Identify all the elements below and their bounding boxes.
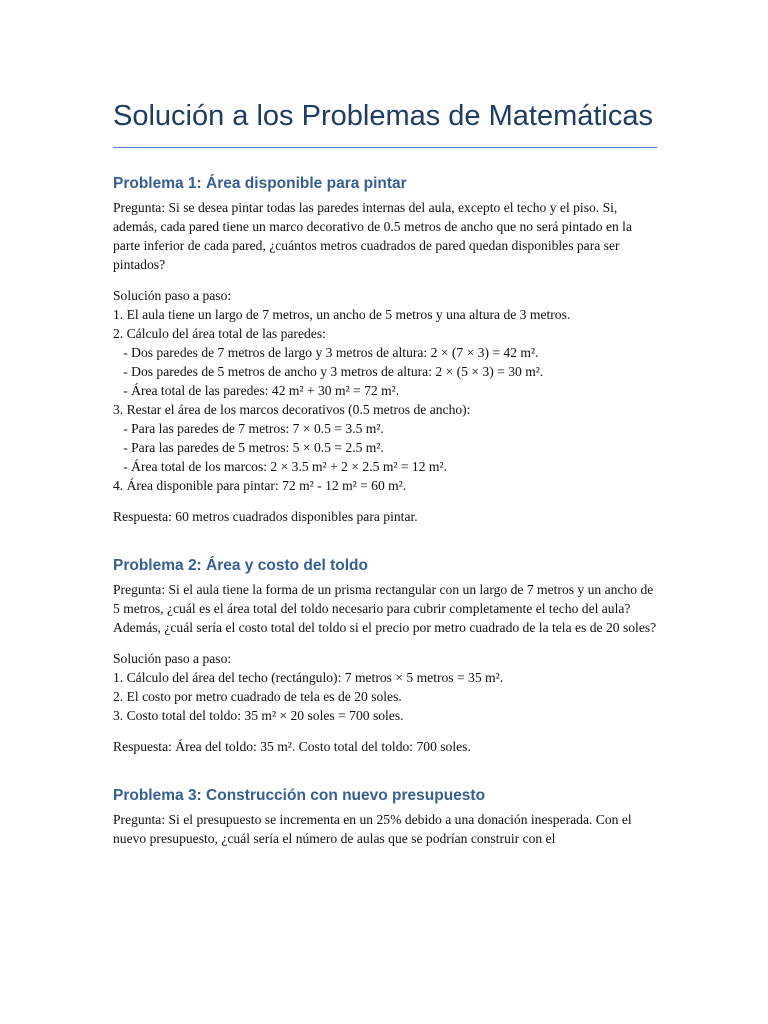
problem-1-solution <box>113 286 657 495</box>
document-page <box>113 96 657 848</box>
solution-line: 3. Costo total del toldo: 35 m² × 20 soles = 700 soles. <box>113 708 404 723</box>
problem-3 <box>113 785 657 848</box>
document-title: Solución a los Problemas de Matemáticas <box>113 96 657 148</box>
solution-line: - Dos paredes de 5 metros de ancho y 3 metros de altura: 2 × (5 × 3) = 30 m². <box>113 364 544 379</box>
solution-line: 2. Cálculo del área total de las paredes: <box>113 326 326 341</box>
problem-2-heading: Problema 2: Área y costo del toldo <box>113 557 368 574</box>
problem-3-question: Pregunta: Si el presupuesto se incrementa en un 25% debido a una donación inesperada. Con el nuevo presupuesto, ¿cuál sería el número de aulas que se podrían construir con el <box>113 812 632 846</box>
problem-2-answer: Respuesta: Área del toldo: 35 m². Costo total del toldo: 700 soles. <box>113 739 471 754</box>
solution-line: 3. Restar el área de los marcos decorativos (0.5 metros de ancho): <box>113 402 471 417</box>
problem-1-heading: Problema 1: Área disponible para pintar <box>113 175 407 192</box>
problem-2 <box>113 555 657 756</box>
solution-line: - Área total de los marcos: 2 × 3.5 m² + 2 × 2.5 m² = 12 m². <box>113 459 447 474</box>
problem-1-answer: Respuesta: 60 metros cuadrados disponibles para pintar. <box>113 509 418 524</box>
solution-line: 4. Área disponible para pintar: 72 m² - 12 m² = 60 m². <box>113 478 407 493</box>
solution-line: - Dos paredes de 7 metros de largo y 3 metros de altura: 2 × (7 × 3) = 42 m². <box>113 345 539 360</box>
solution-line: 1. El aula tiene un largo de 7 metros, un ancho de 5 metros y una altura de 3 metros. <box>113 307 571 322</box>
solution-line: - Para las paredes de 5 metros: 5 × 0.5 = 2.5 m². <box>113 440 384 455</box>
solution-line: Solución paso a paso: <box>113 288 232 303</box>
problem-1-question: Pregunta: Si se desea pintar todas las paredes internas del aula, excepto el techo y el piso. Si, además, cada pared tiene un marco decorativo de 0.5 metros de ancho que no será pintado en la parte inferior de cada pared, ¿cuántos metros cuadrados de pared quedan disponibles para ser pintados? <box>113 200 632 272</box>
problem-3-heading: Problema 3: Construcción con nuevo presupuesto <box>113 787 486 804</box>
solution-line: Solución paso a paso: <box>113 651 232 666</box>
solution-line: - Para las paredes de 7 metros: 7 × 0.5 = 3.5 m². <box>113 421 384 436</box>
solution-line: 2. El costo por metro cuadrado de tela es de 20 soles. <box>113 689 402 704</box>
solution-line: - Área total de las paredes: 42 m² + 30 m² = 72 m². <box>113 383 400 398</box>
solution-line: 1. Cálculo del área del techo (rectángulo): 7 metros × 5 metros = 35 m². <box>113 670 504 685</box>
problem-2-question: Pregunta: Si el aula tiene la forma de un prisma rectangular con un largo de 7 metros y un ancho de 5 metros, ¿cuál es el área total del toldo necesario para cubrir completamente el techo del aula? Además, ¿cuál sería el costo total del toldo si el precio por metro cuadrado de la tela es de 20 soles? <box>113 582 657 635</box>
problem-1 <box>113 173 657 526</box>
problem-2-solution <box>113 649 657 725</box>
